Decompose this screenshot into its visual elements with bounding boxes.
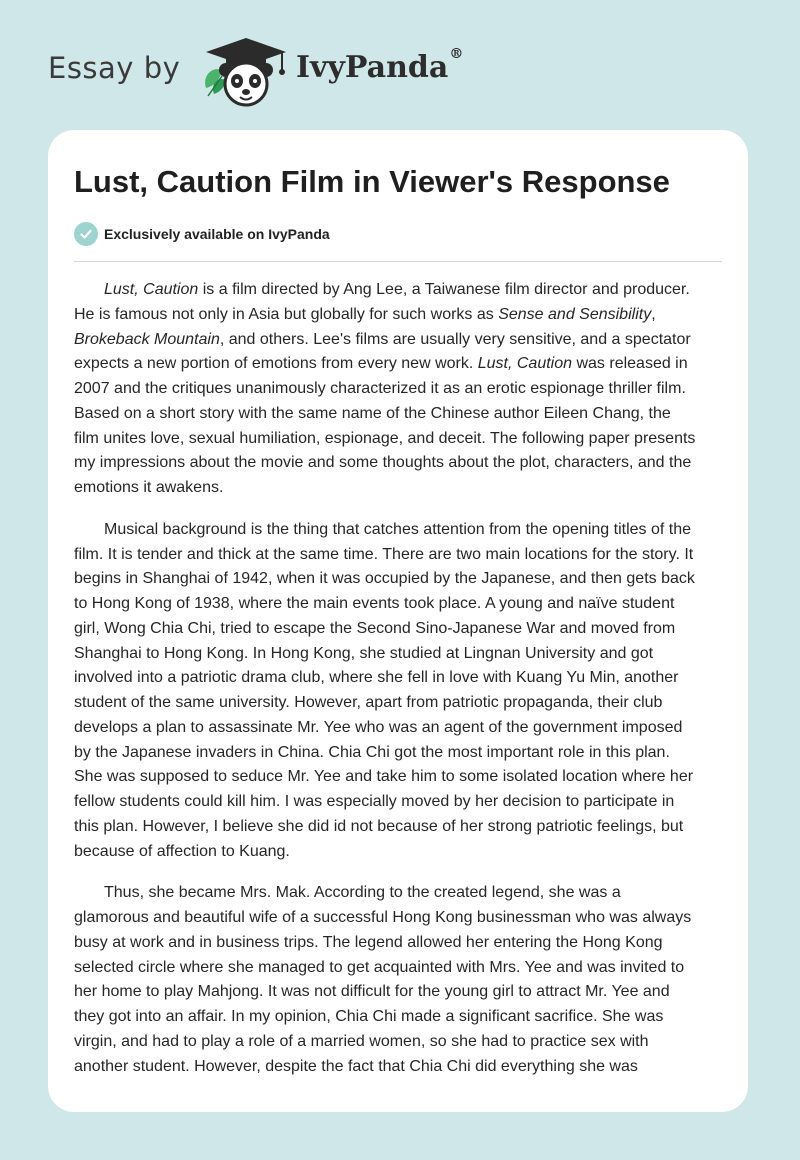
paragraph-line	[74, 1005, 726, 1030]
text-run: He is famous not only in Asia but globally for such works as	[74, 305, 499, 323]
essay-body	[74, 278, 726, 1096]
text-run: film. It is tender and thick at the same time. There are two main locations for the story. It	[74, 545, 694, 563]
check-circle-icon	[74, 222, 98, 246]
italic-title: Sense and Sensibility	[498, 305, 652, 323]
page-title: Lust, Caution Film in Viewer's Response	[74, 164, 670, 199]
paragraph-line	[74, 567, 726, 592]
text-run: Thus, she became Mrs. Mak. According to the created legend, she was a	[104, 884, 621, 902]
text-run: to Hong Kong of 1938, where the main events took place. A young and naïve student	[74, 595, 675, 612]
paragraph-line	[74, 980, 726, 1005]
paragraph-line	[74, 931, 726, 956]
text-run: they got into an affair. In my opinion, Chia Chi made a significant sacrifice. She was	[74, 1008, 664, 1025]
paragraph-line	[74, 352, 726, 377]
paragraph-line	[74, 278, 726, 303]
paragraph-line	[74, 543, 726, 568]
site-header	[0, 0, 800, 130]
essay-paragraph	[74, 518, 726, 865]
paragraph-line	[74, 956, 726, 981]
paragraph-line	[74, 617, 726, 642]
essay-by-label: Essay by	[48, 51, 181, 85]
brand-logo-text	[296, 46, 464, 85]
text-run: She was supposed to seduce Mr. Yee and take him to some isolated location where her	[74, 768, 694, 786]
text-run: film unites love, sexual humiliation, espionage, and deceit. The following paper presents	[74, 429, 696, 447]
italic-title: Lust, Caution	[104, 281, 199, 298]
paragraph-line	[74, 691, 726, 716]
text-run: Shanghai to Hong Kong. In Hong Kong, she studied at Lingnan University and got	[74, 644, 654, 662]
italic-title: Brokeback Mountain	[74, 330, 220, 348]
badge-label: Exclusively available on IvyPanda	[104, 226, 330, 242]
text-run: expects a new portion of emotions from every new work.	[74, 355, 478, 373]
paragraph-line	[74, 716, 726, 741]
text-run: because of affection to Kuang.	[74, 842, 290, 860]
text-run: virgin, and had to play a role of a married women, so she had to practice sex with	[74, 1032, 649, 1050]
text-run: student of the same university. However, apart from patriotic propaganda, their club	[74, 694, 663, 711]
paragraph-line	[74, 765, 726, 790]
paragraph-line	[74, 666, 726, 691]
text-run: emotions it awakens.	[74, 479, 224, 496]
text-run: fellow students could kill him. I was especially moved by her decision to participate in	[74, 793, 675, 810]
text-run: develops a plan to assassinate Mr. Yee who was an agent of the government imposed	[74, 718, 683, 736]
essay-card	[48, 130, 748, 1112]
paragraph-line	[74, 815, 726, 840]
panda-graduate-icon	[200, 36, 292, 108]
text-run: by the Japanese invaders in China. Chia Chi got the most important role in this plan.	[74, 743, 670, 761]
text-run: 2007 and the critiques unanimously characterized it as an erotic espionage thriller film.	[74, 380, 686, 397]
text-run: this plan. However, I believe she did id not because of her strong patriotic feelings, but	[74, 817, 684, 835]
paragraph-line	[74, 1030, 726, 1055]
paragraph-line	[74, 328, 726, 353]
text-run: Based on a short story with the same name of the Chinese author Eileen Chang, the	[74, 404, 671, 422]
essay-paragraph	[74, 881, 726, 1079]
exclusive-badge	[74, 222, 330, 246]
text-run: is a film directed by Ang Lee, a Taiwanese film director and producer.	[198, 281, 690, 298]
paragraph-line	[74, 402, 726, 427]
paragraph-line	[74, 476, 726, 501]
paragraph-line	[74, 906, 726, 931]
text-run: involved into a patriotic drama club, where she fell in love with Kuang Yu Min, another	[74, 669, 679, 687]
paragraph-line	[74, 790, 726, 815]
text-run: ,	[651, 305, 656, 323]
text-run: glamorous and beautiful wife of a successful Hong Kong businessman who was always	[74, 909, 692, 926]
paragraph-line	[74, 642, 726, 667]
paragraph-line	[74, 451, 726, 476]
divider	[74, 261, 722, 262]
paragraph-line	[74, 840, 726, 865]
paragraph-line	[74, 427, 726, 452]
text-run: her home to play Mahjong. It was not difficult for the young girl to attract Mr. Yee and	[74, 983, 670, 1001]
essay-paragraph	[74, 278, 726, 501]
paragraph-line	[74, 377, 726, 402]
text-run: girl, Wong Chia Chi, tried to escape the Second Sino-Japanese War and moved from	[74, 619, 676, 637]
text-run: was released in	[572, 355, 688, 373]
text-run: begins in Shanghai of 1942, when it was occupied by the Japanese, and then gets back	[74, 570, 695, 588]
italic-title: Lust, Caution	[477, 355, 573, 373]
paragraph-line	[74, 881, 726, 906]
text-run: my impressions about the movie and some thoughts about the plot, characters, and the	[74, 454, 692, 472]
paragraph-line	[74, 592, 726, 617]
text-run: selected circle where she managed to get acquainted with Mrs. Yee and was invited to	[74, 958, 685, 976]
paragraph-line	[74, 518, 726, 543]
paragraph-line	[74, 1055, 726, 1080]
registered-mark: ®	[449, 46, 464, 62]
text-run: busy at work and in business trips. The legend allowed her entering the Hong Kong	[74, 933, 663, 951]
text-run: , and others. Lee's films are usually very sensitive, and a spectator	[219, 330, 691, 348]
paragraph-line	[74, 741, 726, 766]
brand-name: IvyPanda	[296, 50, 449, 85]
paragraph-line	[74, 303, 726, 328]
text-run: Musical background is the thing that catches attention from the opening titles of the	[104, 520, 692, 538]
text-run: another student. However, despite the fact that Chia Chi did everything she was	[74, 1057, 638, 1075]
